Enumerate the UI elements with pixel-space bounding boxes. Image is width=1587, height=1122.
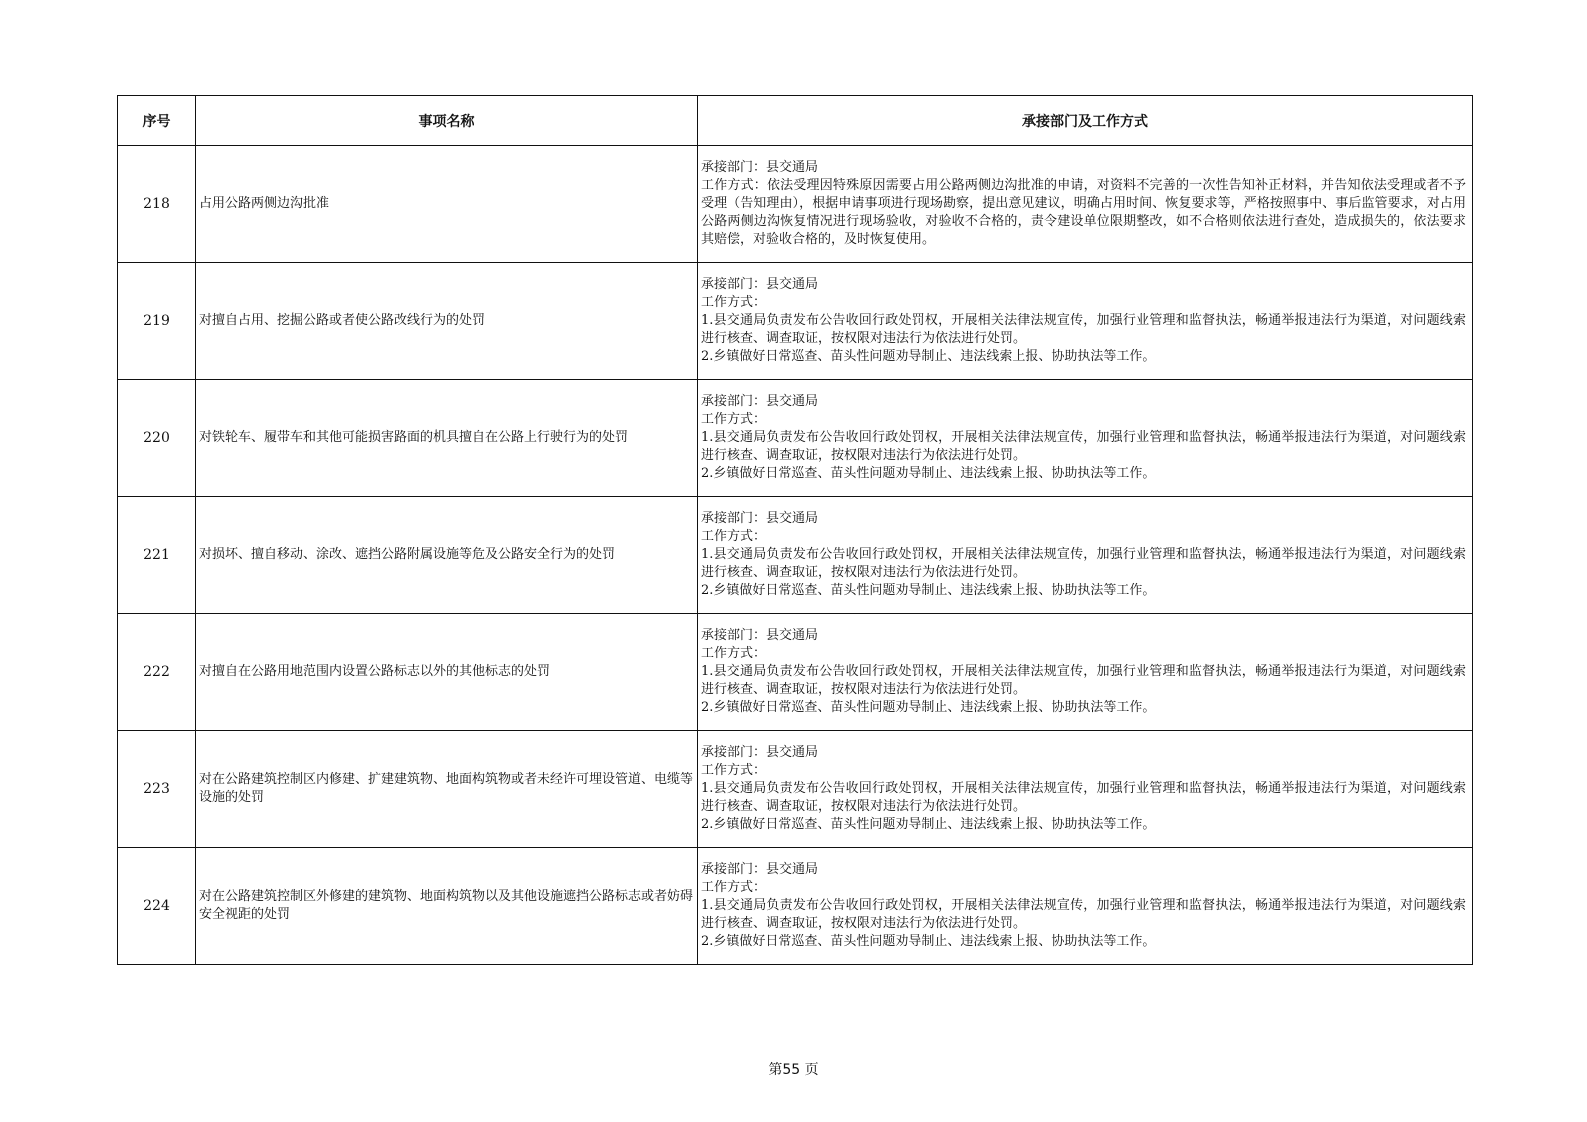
table-row [118, 614, 1473, 731]
row-seq: 220 [118, 380, 196, 497]
row-item-name: 对铁轮车、履带车和其他可能损害路面的机具擅自在公路上行驶行为的处罚 [196, 380, 698, 497]
dept-line: 承接部门：县交通局 [701, 628, 819, 643]
table-body [118, 146, 1473, 965]
row-seq: 222 [118, 614, 196, 731]
row-dept-method [698, 731, 1473, 848]
table-row [118, 380, 1473, 497]
dept-line: 1.县交通局负责发布公告收回行政处罚权，开展相关法律法规宣传，加强行业管理和监督执法，畅通举报违法行为渠道，对问题线索进行核查、调查取证，按权限对违法行为依法进行处罚。 [701, 781, 1466, 814]
dept-line: 承接部门：县交通局 [701, 862, 819, 877]
dept-line: 工作方式： [701, 412, 767, 427]
dept-line: 2.乡镇做好日常巡查、苗头性问题劝导制止、违法线索上报、协助执法等工作。 [701, 817, 1156, 832]
dept-line: 承接部门：县交通局 [701, 160, 819, 175]
table-row [118, 731, 1473, 848]
dept-line: 2.乡镇做好日常巡查、苗头性问题劝导制止、违法线索上报、协助执法等工作。 [701, 583, 1156, 598]
table-row [118, 263, 1473, 380]
dept-line: 2.乡镇做好日常巡查、苗头性问题劝导制止、违法线索上报、协助执法等工作。 [701, 700, 1156, 715]
items-table [117, 95, 1473, 965]
dept-line: 工作方式：依法受理因特殊原因需要占用公路两侧边沟批准的申请，对资料不完善的一次性告知补正材料，并告知依法受理或者不予受理（告知理由），根据申请事项进行现场勘察，提出意见建议，明确占用时间、恢复要求等，严格按照事中、事后监管要求，对占用公路两侧边沟恢复情况进行现场验收，对验收不合格的，责令建设单位限期整改，如不合格则依法进行查处，造成损失的，依法要求其赔偿，对验收合格的，及时恢复使用。 [701, 178, 1466, 247]
row-dept-method [698, 497, 1473, 614]
row-item-name: 对损坏、擅自移动、涂改、遮挡公路附属设施等危及公路安全行为的处罚 [196, 497, 698, 614]
dept-line: 1.县交通局负责发布公告收回行政处罚权，开展相关法律法规宣传，加强行业管理和监督执法，畅通举报违法行为渠道，对问题线索进行核查、调查取证，按权限对违法行为依法进行处罚。 [701, 430, 1466, 463]
row-seq: 224 [118, 848, 196, 965]
dept-line: 2.乡镇做好日常巡查、苗头性问题劝导制止、违法线索上报、协助执法等工作。 [701, 466, 1156, 481]
dept-line: 工作方式： [701, 295, 767, 310]
page-number: 第55 页 [768, 1062, 819, 1078]
row-item-name: 对在公路建筑控制区内修建、扩建建筑物、地面构筑物或者未经许可埋设管道、电缆等设施的处罚 [196, 731, 698, 848]
row-item-name: 对擅自占用、挖掘公路或者使公路改线行为的处罚 [196, 263, 698, 380]
header-seq: 序号 [118, 96, 196, 146]
header-dept: 承接部门及工作方式 [698, 96, 1473, 146]
dept-line: 工作方式： [701, 763, 767, 778]
dept-line: 工作方式： [701, 880, 767, 895]
dept-line: 2.乡镇做好日常巡查、苗头性问题劝导制止、违法线索上报、协助执法等工作。 [701, 934, 1156, 949]
row-item-name: 对在公路建筑控制区外修建的建筑物、地面构筑物以及其他设施遮挡公路标志或者妨碍安全视距的处罚 [196, 848, 698, 965]
dept-line: 1.县交通局负责发布公告收回行政处罚权，开展相关法律法规宣传，加强行业管理和监督执法，畅通举报违法行为渠道，对问题线索进行核查、调查取证，按权限对违法行为依法进行处罚。 [701, 664, 1466, 697]
header-row [118, 96, 1473, 146]
row-dept-method [698, 614, 1473, 731]
dept-line: 1.县交通局负责发布公告收回行政处罚权，开展相关法律法规宣传，加强行业管理和监督执法，畅通举报违法行为渠道，对问题线索进行核查、调查取证，按权限对违法行为依法进行处罚。 [701, 547, 1466, 580]
dept-line: 承接部门：县交通局 [701, 394, 819, 409]
row-seq: 223 [118, 731, 196, 848]
dept-line: 承接部门：县交通局 [701, 745, 819, 760]
dept-line: 1.县交通局负责发布公告收回行政处罚权，开展相关法律法规宣传，加强行业管理和监督执法，畅通举报违法行为渠道，对问题线索进行核查、调查取证，按权限对违法行为依法进行处罚。 [701, 898, 1466, 931]
table-row [118, 848, 1473, 965]
table-row [118, 497, 1473, 614]
row-dept-method [698, 848, 1473, 965]
header-name: 事项名称 [196, 96, 698, 146]
row-item-name: 占用公路两侧边沟批准 [196, 146, 698, 263]
dept-line: 承接部门：县交通局 [701, 277, 819, 292]
dept-line: 2.乡镇做好日常巡查、苗头性问题劝导制止、违法线索上报、协助执法等工作。 [701, 349, 1156, 364]
row-dept-method [698, 380, 1473, 497]
table-row [118, 146, 1473, 263]
row-item-name: 对擅自在公路用地范围内设置公路标志以外的其他标志的处罚 [196, 614, 698, 731]
row-seq: 218 [118, 146, 196, 263]
dept-line: 工作方式： [701, 529, 767, 544]
row-dept-method [698, 146, 1473, 263]
dept-line: 承接部门：县交通局 [701, 511, 819, 526]
row-seq: 219 [118, 263, 196, 380]
row-dept-method [698, 263, 1473, 380]
dept-line: 1.县交通局负责发布公告收回行政处罚权，开展相关法律法规宣传，加强行业管理和监督执法，畅通举报违法行为渠道，对问题线索进行核查、调查取证，按权限对违法行为依法进行处罚。 [701, 313, 1466, 346]
row-seq: 221 [118, 497, 196, 614]
dept-line: 工作方式： [701, 646, 767, 661]
table-header [118, 96, 1473, 146]
